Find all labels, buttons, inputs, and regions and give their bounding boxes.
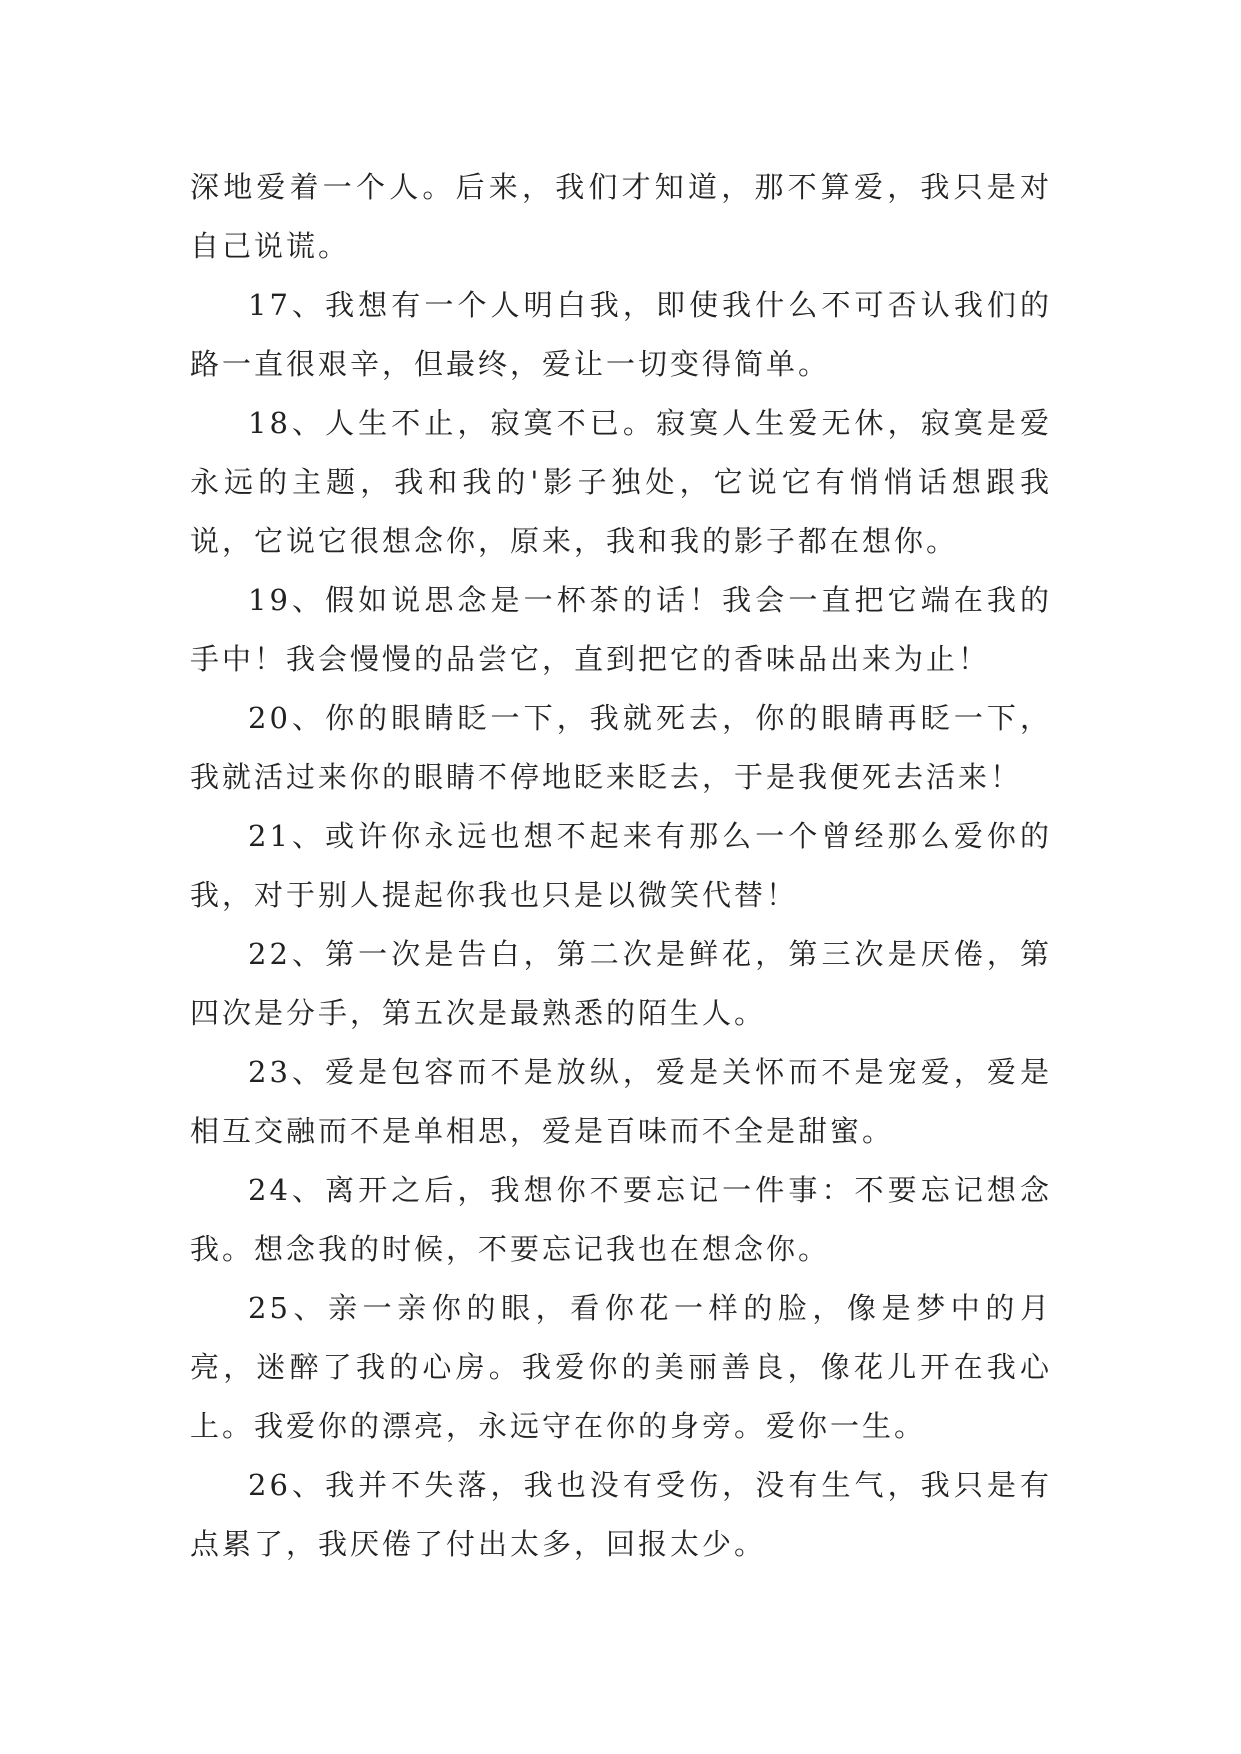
paragraph-25: 25、亲一亲你的眼，看你花一样的脸，像是梦中的月亮，迷醉了我的心房。我爱你的美丽善良，像花儿开在我心上。我爱你的漂亮，永远守在你的身旁。爱你一生。: [190, 1291, 1052, 1443]
paragraph-continued: 深地爱着一个人。后来，我们才知道，那不算爱，我只是对自己说谎。: [190, 170, 1052, 263]
document-body: [190, 158, 1052, 1574]
paragraph-24: 24、离开之后，我想你不要忘记一件事：不要忘记想念我。想念我的时候，不要忘记我也在想念你。: [190, 1173, 1052, 1266]
paragraph-19: 19、假如说思念是一杯茶的话！我会一直把它端在我的手中！我会慢慢的品尝它，直到把它的香味品出来为止！: [190, 583, 1052, 676]
paragraph-22: 22、第一次是告白，第二次是鲜花，第三次是厌倦，第四次是分手，第五次是最熟悉的陌生人。: [190, 937, 1052, 1030]
paragraph-20: 20、你的眼睛眨一下，我就死去，你的眼睛再眨一下，我就活过来你的眼睛不停地眨来眨去，于是我便死去活来！: [190, 701, 1052, 794]
paragraph-18: 18、人生不止，寂寞不已。寂寞人生爱无休，寂寞是爱永远的主题，我和我的'影子独处，它说它有悄悄话想跟我说，它说它很想念你，原来，我和我的影子都在想你。: [190, 406, 1052, 558]
paragraph-17: 17、我想有一个人明白我，即使我什么不可否认我们的路一直很艰辛，但最终，爱让一切变得简单。: [190, 288, 1052, 381]
paragraph-26: 26、我并不失落，我也没有受伤，没有生气，我只是有点累了，我厌倦了付出太多，回报太少。: [190, 1468, 1052, 1561]
paragraph-23: 23、爱是包容而不是放纵，爱是关怀而不是宠爱，爱是相互交融而不是单相思，爱是百味而不全是甜蜜。: [190, 1055, 1052, 1148]
paragraph-21: 21、或许你永远也想不起来有那么一个曾经那么爱你的我，对于别人提起你我也只是以微笑代替！: [190, 819, 1052, 912]
